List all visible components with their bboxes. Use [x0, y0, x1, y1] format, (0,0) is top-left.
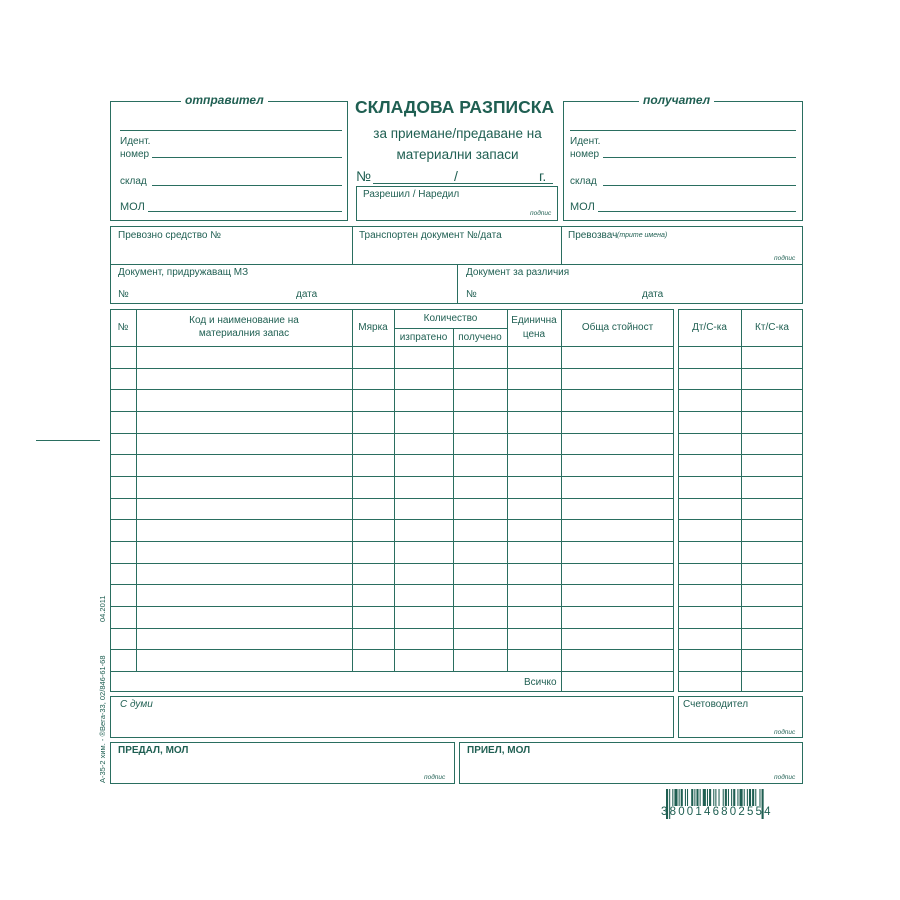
sender-warehouse-line[interactable]	[152, 185, 342, 186]
barcode-bar	[740, 789, 743, 806]
items-table	[110, 309, 674, 692]
received-label: ПРИЕЛ, МОЛ	[467, 745, 531, 756]
barcode-bar	[733, 789, 735, 806]
table-row	[110, 584, 674, 585]
barcode-bar	[723, 789, 724, 806]
transport-divider-1	[352, 226, 353, 264]
receiver-warehouse-label: склад	[570, 176, 597, 187]
col-header-no: №	[117, 322, 129, 333]
barcode-bar	[725, 789, 727, 806]
col-header-name-2: материалния запас	[198, 328, 290, 339]
table-column-divider	[136, 309, 137, 671]
table-column-divider	[507, 309, 508, 671]
total-label: Всичко	[524, 677, 557, 688]
document-subtitle-1: за приемане/предаване на	[373, 126, 542, 141]
table-row	[110, 671, 674, 672]
vehicle-label: Превозно средство №	[118, 230, 221, 241]
table-column-divider	[394, 309, 395, 671]
col-header-dt: Дт/С-ка	[692, 322, 727, 333]
carrier-label: Превозвач	[568, 230, 618, 241]
sender-legend: отправител	[181, 93, 268, 107]
table-row	[110, 454, 674, 455]
table-row	[110, 411, 674, 412]
receiver-warehouse-line[interactable]	[603, 185, 796, 186]
barcode-bar	[700, 789, 701, 806]
side-code-text: А-35-2 хим. - ®Вега-33, 02/846-61-68	[98, 655, 107, 783]
receiver-top-line	[570, 130, 796, 131]
barcode-bar	[672, 789, 673, 806]
handed-label: ПРЕДАЛ, МОЛ	[118, 745, 189, 756]
barcode-bar	[694, 789, 695, 806]
barcode-bar	[685, 789, 686, 806]
barcode-bar	[709, 789, 711, 806]
col-header-total: Обща стойност	[581, 322, 654, 333]
table-row	[110, 519, 674, 520]
carrier-hint: (трите имена)	[617, 232, 668, 239]
sender-ident-label: Идент.	[120, 136, 151, 147]
sender-box	[110, 101, 348, 221]
table-row	[110, 541, 674, 542]
carrier-signature: подпис	[774, 255, 796, 262]
diff-label: Документ за различия	[466, 267, 570, 278]
barcode-bar	[674, 789, 677, 806]
barcode-bar	[707, 789, 708, 806]
accompanying-date: дата	[296, 289, 318, 300]
table-column-divider	[741, 309, 742, 692]
col-header-received: получено	[458, 332, 502, 343]
accompanying-label: Документ, придружаващ МЗ	[118, 267, 249, 278]
table-column-divider	[561, 309, 562, 692]
cut-line	[36, 440, 100, 441]
table-row	[110, 498, 674, 499]
document-subtitle-2: материални запаси	[396, 147, 519, 162]
col-header-qty: Количество	[423, 313, 478, 324]
col-header-name-1: Код и наименование на	[189, 315, 299, 326]
barcode-bar	[713, 789, 714, 806]
table-row	[110, 606, 674, 607]
accompanying-no: №	[118, 289, 129, 300]
col-header-price-2: цена	[522, 329, 546, 340]
receiver-ident-label: Идент.	[570, 136, 601, 147]
accountant-signature: подпис	[774, 729, 796, 736]
col-header-unit: Мярка	[358, 322, 388, 333]
receiver-box	[563, 101, 803, 221]
barcode-bar	[755, 789, 756, 806]
barcode-bar	[731, 789, 732, 806]
table-column-divider	[453, 328, 454, 671]
receiver-mol-line[interactable]	[598, 211, 796, 212]
col-header-kt: Кт/С-ка	[755, 322, 789, 333]
sender-warehouse-label: склад	[120, 176, 147, 187]
table-row	[110, 476, 674, 477]
col-header-sent: изпратено	[399, 332, 448, 343]
diff-no: №	[466, 289, 477, 300]
table-row	[110, 346, 674, 347]
receiver-mol-label: МОЛ	[570, 201, 595, 213]
table-row	[110, 368, 674, 369]
sender-ident-line[interactable]	[152, 157, 342, 158]
table-row	[110, 389, 674, 390]
document-number-slash: /	[454, 168, 458, 184]
transport-divider-3	[457, 264, 458, 304]
receiver-number-label: номер	[570, 149, 600, 160]
handed-signature: подпис	[424, 774, 446, 781]
barcode-bar	[728, 789, 729, 806]
table-column-divider	[352, 309, 353, 671]
received-signature: подпис	[774, 774, 796, 781]
authorized-signature: подпис	[530, 210, 552, 217]
barcode-bar	[681, 789, 683, 806]
transport-divider-2	[561, 226, 562, 264]
barcode-bar	[715, 789, 716, 806]
barcode-bar	[687, 789, 688, 806]
qty-header-divider	[394, 328, 507, 329]
table-row	[110, 433, 674, 434]
sender-mol-label: МОЛ	[120, 201, 145, 213]
document-number-line[interactable]	[373, 183, 553, 184]
accountant-label: Счетоводител	[683, 699, 749, 710]
barcode-bar	[703, 789, 706, 806]
table-row	[110, 649, 674, 650]
table-row	[110, 563, 674, 564]
barcode-bar	[744, 789, 745, 806]
receiver-legend: получател	[639, 93, 714, 107]
barcode-bar	[747, 789, 748, 806]
document-number-label: №	[356, 168, 372, 184]
sender-top-line	[120, 130, 342, 131]
authorized-label: Разрешил / Наредил	[363, 189, 460, 200]
barcode-bar	[737, 789, 738, 806]
diff-date: дата	[642, 289, 664, 300]
table-row	[110, 628, 674, 629]
barcode-bar	[719, 789, 720, 806]
barcode-bar	[691, 789, 693, 806]
barcode-bar	[749, 789, 751, 806]
document-title: СКЛАДОВА РАЗПИСКА	[355, 97, 555, 117]
barcode-bar	[752, 789, 754, 806]
sender-mol-line[interactable]	[148, 211, 342, 212]
sender-number-label: номер	[120, 149, 150, 160]
words-box[interactable]	[110, 696, 674, 738]
barcode-bar	[679, 789, 680, 806]
barcode-number: 3800146802554	[661, 806, 773, 818]
document-year-label: г.	[539, 168, 547, 184]
barcode-bar	[696, 789, 698, 806]
transport-document-label: Транспортен документ №/дата	[359, 230, 502, 241]
words-label: С думи	[120, 699, 153, 710]
barcode-bar	[759, 789, 760, 806]
side-date-text: 04.2011	[98, 595, 107, 622]
col-header-price-1: Единична	[511, 315, 557, 326]
receiver-ident-line[interactable]	[603, 157, 796, 158]
